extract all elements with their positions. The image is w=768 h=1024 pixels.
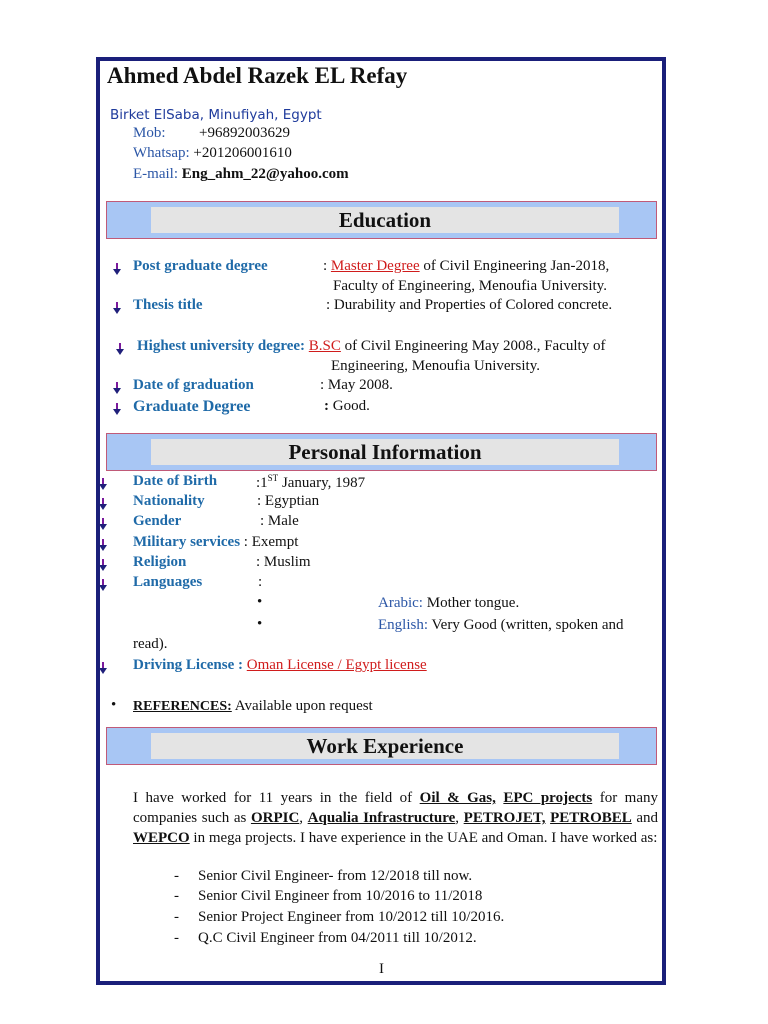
list-dash: -	[174, 930, 179, 946]
english-row-line2: read).	[133, 636, 168, 652]
religion-value: : Muslim	[256, 554, 311, 570]
languages-value: :	[258, 574, 263, 590]
list-dash: -	[174, 888, 179, 904]
bullet-arrow-icon	[99, 559, 107, 572]
bullet-dot: •	[257, 594, 263, 610]
arabic-row: Arabic: Mother tongue.	[378, 595, 520, 611]
bullet-arrow-icon	[99, 498, 107, 511]
work-summary: I have worked for 11 years in the field of Oil & Gas, EPC projects for many companies such as ORPIC, Aqualia Infrastructure, PETROJET, PETROBEL and WEPCO in mega projects. I have experience in the UAE and Oman. I have worked as:	[133, 790, 659, 846]
list-dash: -	[174, 868, 179, 884]
bullet-arrow-icon	[99, 478, 107, 491]
bullet-arrow-icon	[113, 382, 121, 395]
email-line	[133, 166, 349, 183]
email-value: Eng_ahm_22@yahoo.com	[181, 166, 349, 182]
nationality-value: : Egyptian	[257, 493, 320, 509]
driving-license-value: Oman License / Egypt license	[246, 657, 427, 673]
personal-heading: Personal Information	[151, 439, 619, 465]
education-heading: Education	[151, 207, 619, 233]
list-dash: -	[174, 909, 179, 925]
list-item: Senior Civil Engineer from 10/2016 to 11/2018	[198, 888, 483, 904]
references-row: REFERENCES: Available upon request	[133, 698, 373, 714]
whatsapp-line	[133, 145, 292, 162]
nationality-label: Nationality	[133, 493, 205, 509]
email-label: E-mail:	[133, 166, 178, 182]
military-row: Military services : Exempt	[133, 534, 299, 550]
bullet-arrow-icon	[116, 343, 124, 356]
graduate-degree-label: Graduate Degree	[133, 398, 251, 415]
bullet-arrow-icon	[113, 302, 121, 315]
dob-label: Date of Birth	[133, 473, 218, 489]
bullet-arrow-icon	[113, 403, 121, 416]
graduate-degree-value: : Good.	[324, 398, 370, 414]
whatsapp-value: +201206001610	[193, 145, 292, 161]
thesis-label: Thesis title	[133, 297, 203, 313]
bsc-link: B.SC	[308, 338, 341, 354]
list-item: Senior Project Engineer from 10/2012 till 10/2016.	[198, 909, 505, 925]
list-item: Q.C Civil Engineer from 04/2011 till 10/2012.	[198, 930, 477, 946]
bullet-dot: •	[111, 697, 117, 713]
bullet-arrow-icon	[113, 263, 121, 276]
bullet-arrow-icon	[99, 518, 107, 531]
mobile-line	[133, 125, 290, 142]
languages-label: Languages	[133, 574, 203, 590]
work-band	[106, 727, 657, 765]
master-degree-link: Master Degree	[330, 258, 420, 274]
dob-value: :1ST January, 1987	[256, 473, 366, 491]
graduation-date-label: Date of graduation	[133, 377, 254, 393]
personal-band	[106, 433, 657, 471]
post-graduate-value: : Master Degree of Civil Engineering Jan-2018,	[323, 258, 610, 274]
whatsapp-label: Whatsap:	[133, 145, 190, 161]
bullet-dot: •	[257, 616, 263, 632]
post-graduate-value-line2: Faculty of Engineering, Menoufia University.	[333, 278, 607, 294]
mobile-label: Mob:	[133, 125, 166, 141]
highest-degree-line2: Engineering, Menoufia University.	[331, 358, 540, 374]
graduation-date-value: : May 2008.	[320, 377, 393, 393]
address: Birket ElSaba, Minufiyah, Egypt	[110, 107, 322, 123]
education-band	[106, 201, 657, 239]
highest-degree-row: Highest university degree: B.SC of Civil Engineering May 2008., Faculty of	[137, 338, 606, 354]
religion-label: Religion	[133, 554, 187, 570]
bullet-arrow-icon	[99, 539, 107, 552]
driving-license-row: Driving License : Oman License / Egypt license	[133, 657, 427, 673]
mobile-value: +96892003629	[199, 125, 290, 141]
page-number: I	[379, 961, 384, 977]
bullet-arrow-icon	[99, 662, 107, 675]
work-heading: Work Experience	[151, 733, 619, 759]
thesis-value: : Durability and Properties of Colored concrete.	[326, 297, 613, 313]
gender-label: Gender	[133, 513, 182, 529]
bullet-arrow-icon	[99, 579, 107, 592]
post-graduate-label: Post graduate degree	[133, 258, 268, 274]
gender-value: : Male	[260, 513, 299, 529]
english-row: English: Very Good (written, spoken and	[378, 617, 624, 633]
list-item: Senior Civil Engineer- from 12/2018 till now.	[198, 868, 473, 884]
candidate-name: Ahmed Abdel Razek EL Refay	[107, 63, 408, 88]
